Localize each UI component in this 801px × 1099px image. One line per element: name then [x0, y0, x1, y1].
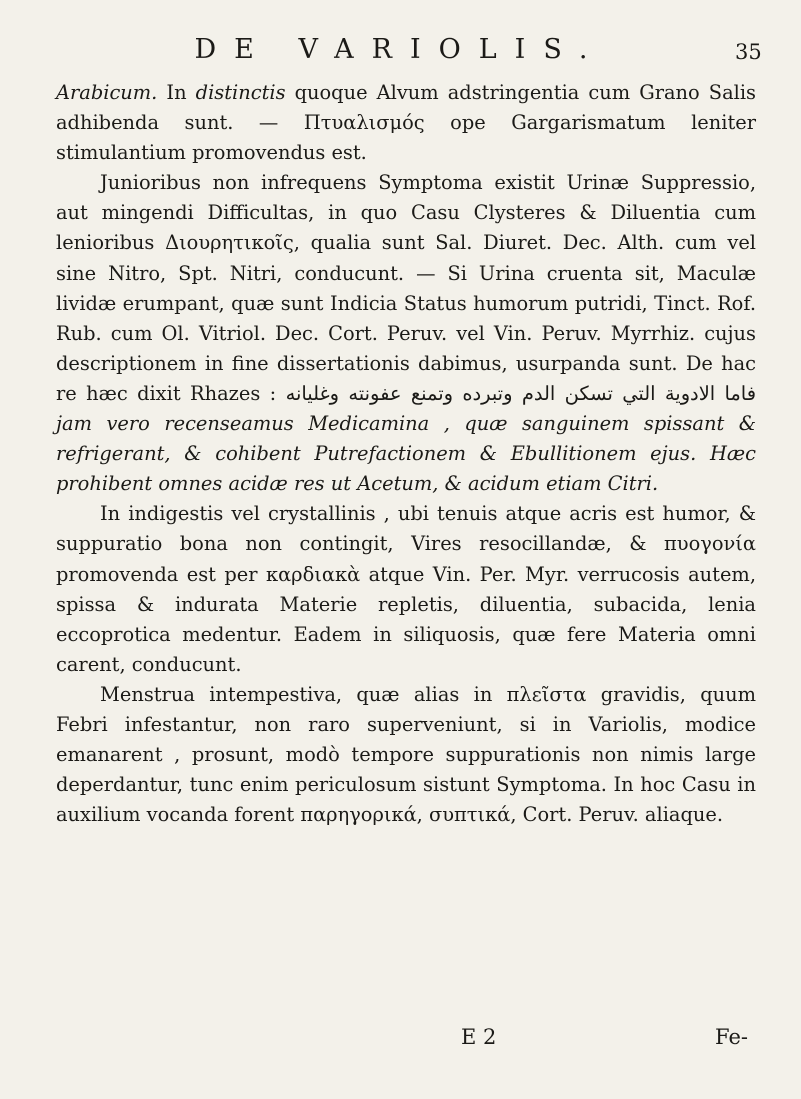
text-span: Junioribus non infrequens Symptoma existit Urinæ Suppressio, aut mingendi Difficultas, in quo Casu Clysteres & Diluentia cum lenioribus Διουρητικοῖς, qualia sunt Sal. Diuret. Dec. Alth. cum vel sine Nitro, Spt. Nitri, conducunt. — Si Urina cruenta sit, Maculæ lividæ erumpant, quæ sunt Indicia Status humorum putridi, Tinct. Rof. Rub. cum Ol. Vitriol. Dec. Cort. Peruv. vel Vin. Peruv. Myrrhiz. cujus descriptionem in fine dissertationis dabimus, usurpanda sunt. De hac re hæc dixit Rhazes : فاما الادوية التي تسكن الدم وتبرده وتمنع عفونته وغليانه [56, 171, 756, 405]
body-text [56, 78, 756, 830]
text-span: Menstrua intempestiva, quæ alias in πλεῖστα gravidis, quum Febri infestantur, non raro superveniunt, si in Variolis, modice emanarent , prosunt, modò tempore suppurationis non nimis large deperdantur, tunc enim periculosum sistunt Symptoma. In hoc Casu in auxilium vocanda forent παρηγορικά, συπτικά, Cort. Peruv. aliaque. [56, 682, 756, 827]
signature-mark: E 2 [461, 1025, 497, 1049]
text-span: distinctis [195, 81, 286, 104]
paragraph-4 [56, 680, 756, 830]
catchword: Fe- [715, 1025, 748, 1049]
text-span: In indigestis vel crystallinis , ubi tenuis atque acris est humor, & suppuratio bona non contingit, Vires resocillandæ, & πυογονία promovenda est per καρδιακὰ atque Vin. Per. Myr. verrucosis autem, spissa & indurata Materie repletis, diluentia, subacida, lenia eccoprotica medentur. Eadem in siliquosis, quæ fere Materia omni carent, conducunt. [56, 502, 756, 676]
paragraph-3 [56, 499, 756, 680]
text-span: In [157, 81, 196, 104]
text-span: Arabicum. [56, 81, 158, 104]
page-footer [56, 1025, 756, 1055]
page-number: 35 [735, 40, 762, 64]
running-title: DE VARIOLIS. [194, 34, 606, 65]
paragraph-1 [56, 78, 756, 168]
text-span: quoque Alvum adstringentia cum Grano Salis adhibenda sunt. — Πτυαλισμός ope Gargarismatum leniter stimulantium promovendus est. [56, 81, 756, 165]
paragraph-2 [56, 168, 756, 499]
text-span: jam vero recenseamus Medicamina , quæ sanguinem spissant & refrigerant, & cohibent Putrefactionem & Ebullitionem ejus. Hæc prohibent omnes acidæ res ut Acetum, & acidum etiam Citri. [56, 412, 756, 496]
